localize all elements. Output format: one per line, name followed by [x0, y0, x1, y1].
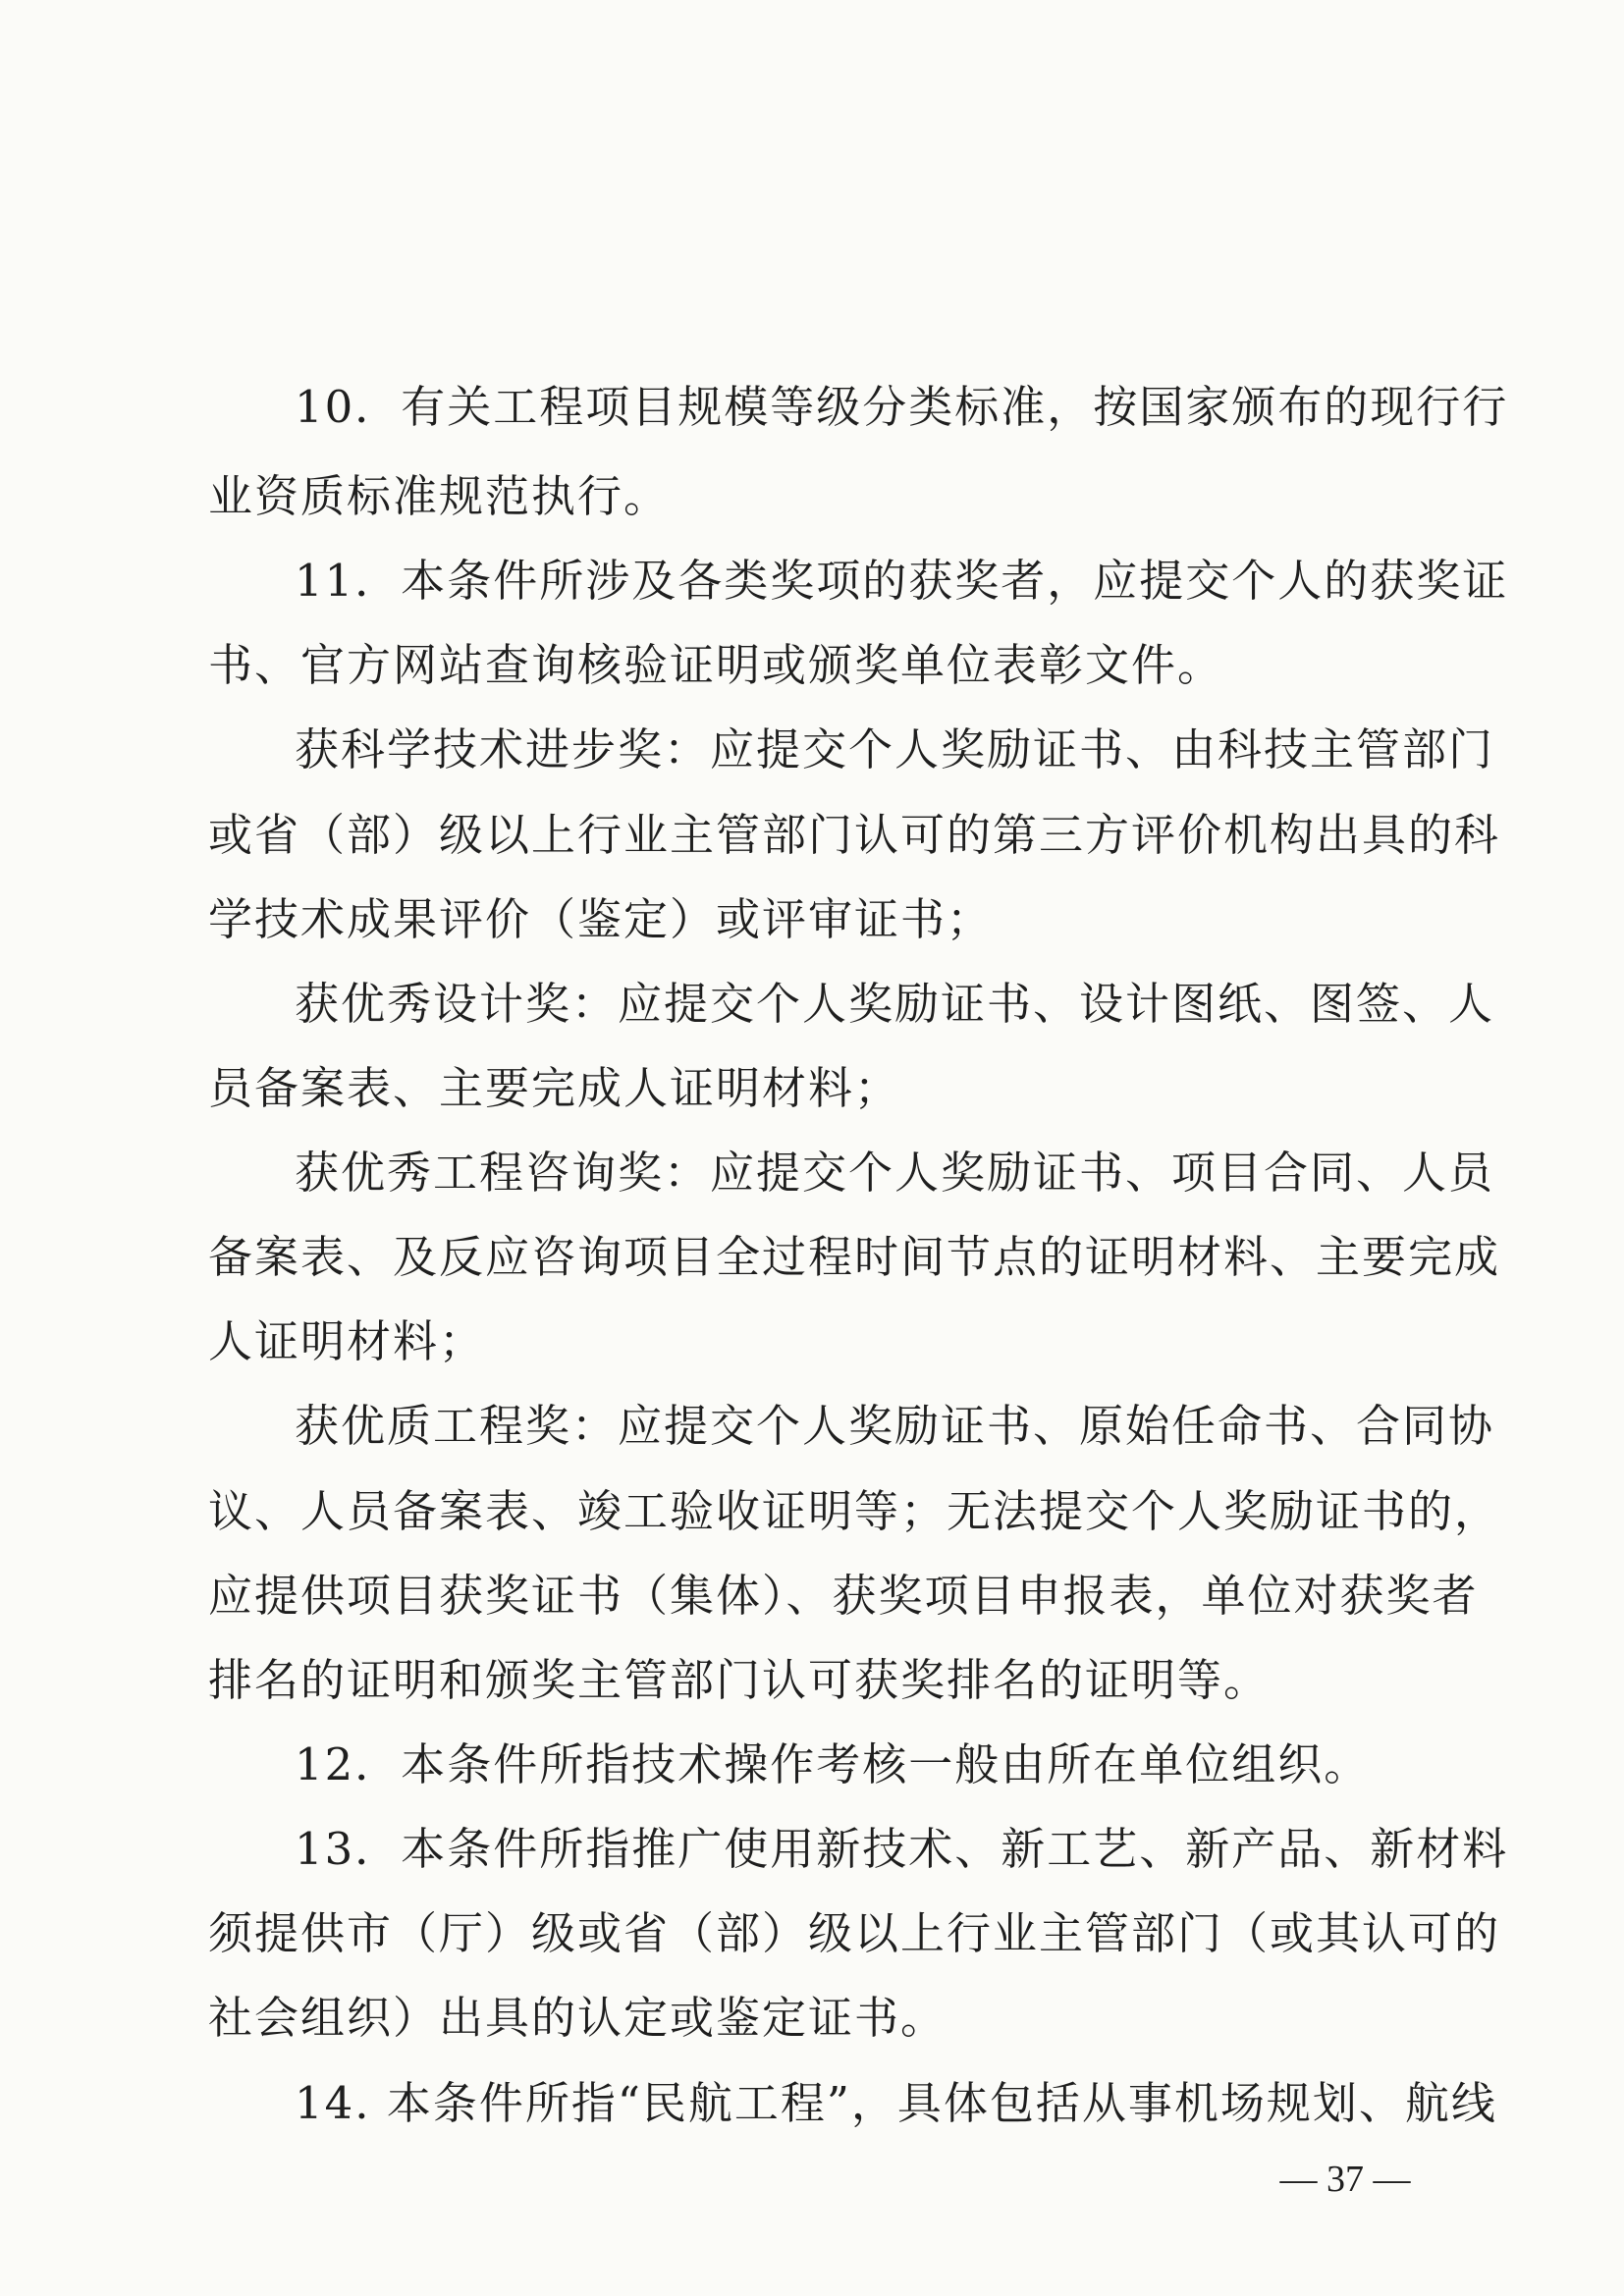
text-line-5: 获科学技术进步奖：应提交个人奖励证书、由科技主管部门	[295, 723, 1495, 775]
text-line-21: 14. 本条件所指“民航工程”，具体包括从事机场规划、航线	[295, 2077, 1497, 2129]
text-line-17: 12．本条件所指技术操作考核一般由所在单位组织。	[295, 1738, 1371, 1790]
text-line-14: 议、人员备案表、竣工验收证明等；无法提交个人奖励证书的，	[208, 1485, 1501, 1537]
text-line-15: 应提供项目获奖证书（集体）、获奖项目申报表，单位对获奖者	[208, 1570, 1479, 1622]
text-line-18: 13．本条件所指推广使用新技术、新工艺、新产品、新材料	[295, 1823, 1509, 1875]
text-line-16: 排名的证明和颁奖主管部门认可获奖排名的证明等。	[208, 1654, 1271, 1706]
text-line-6: 或省（部）级以上行业主管部门认可的第三方评价机构出具的科	[208, 809, 1501, 861]
text-line-9: 员备案表、主要完成人证明材料；	[208, 1062, 901, 1114]
text-line-3: 11．本条件所涉及各类奖项的获奖者，应提交个人的获奖证	[295, 555, 1509, 607]
page-number: — 37 —	[1279, 2159, 1411, 2200]
text-line-4: 书、官方网站查询核验证明或颁奖单位表彰文件。	[208, 639, 1224, 691]
text-line-1: 10．有关工程项目规模等级分类标准，按国家颁布的现行行	[295, 381, 1509, 433]
text-line-19: 须提供市（厅）级或省（部）级以上行业主管部门（或其认可的	[208, 1907, 1501, 1959]
text-line-8: 获优秀设计奖：应提交个人奖励证书、设计图纸、图签、人	[295, 978, 1495, 1030]
text-line-10: 获优秀工程咨询奖：应提交个人奖励证书、项目合同、人员	[295, 1147, 1495, 1199]
text-line-7: 学技术成果评价（鉴定）或评审证书；	[208, 893, 994, 945]
text-line-11: 备案表、及反应咨询项目全过程时间节点的证明材料、主要完成	[208, 1231, 1501, 1283]
text-line-12: 人证明材料；	[208, 1315, 486, 1367]
text-line-2: 业资质标准规范执行。	[208, 470, 671, 522]
text-line-20: 社会组织）出具的认定或鉴定证书。	[208, 1992, 947, 2044]
text-line-13: 获优质工程奖：应提交个人奖励证书、原始任命书、合同协	[295, 1400, 1495, 1452]
